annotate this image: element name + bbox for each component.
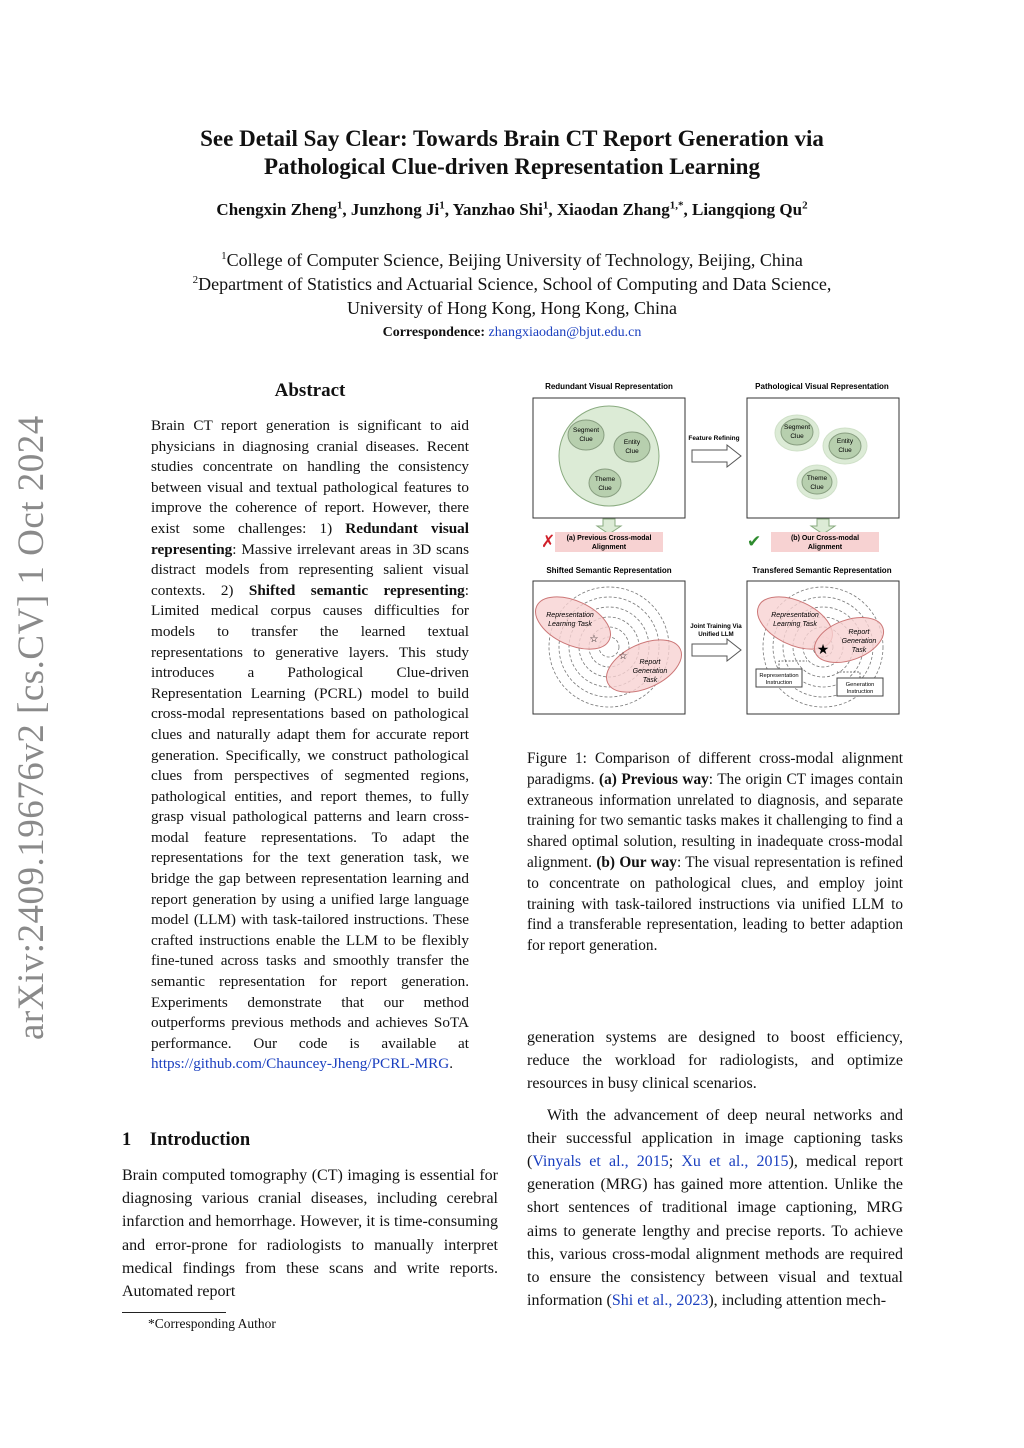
- figure-1: [527, 376, 907, 722]
- correspondence-email-link[interactable]: zhangxiaodan@bjut.edu.cn: [488, 325, 642, 340]
- svg-text:Representation: Representation: [771, 612, 819, 619]
- paragraph: generation systems are designed to boost efficiency, reduce the workload for radiologists, and optimize resources in busy clinical scenarios.: [527, 1029, 903, 1093]
- paper-title: [0, 125, 1024, 181]
- feature-refining-label: Feature Refining: [688, 435, 740, 442]
- cross-icon: ✗: [541, 532, 556, 551]
- svg-text:Instruction: Instruction: [765, 680, 793, 686]
- author-list: Chengxin Zheng$^1$, Junzhong Ji$^1$, Yanzhao Shi$^1$, Xiaodan Zhang$^{1,*}$, Liangqiong Qu$^2$: [216, 199, 808, 219]
- affiliation-2-cont: University of Hong Kong, Hong Kong, China: [347, 298, 677, 318]
- introduction-body: Brain computed tomography (CT) imaging is essential for diagnosing various cranial diseases, including cerebral infarction and hemorrhage. However, it is time-consuming and error-prone for radiologists to manually interpret medical findings from these scans and write reports. Automated report: [122, 1167, 498, 1301]
- svg-text:Representation: Representation: [759, 673, 799, 679]
- svg-text:Task: Task: [851, 647, 867, 654]
- svg-text:Segment: Segment: [572, 427, 600, 434]
- svg-text:Learning Task: Learning Task: [773, 621, 817, 628]
- optimum-star-rep: ☆: [589, 634, 599, 645]
- svg-text:Learning Task: Learning Task: [548, 621, 592, 628]
- affiliation-1: College of Computer Science, Beijing University of Technology, Beijing, China: [226, 250, 803, 270]
- abstract-heading: Abstract: [274, 380, 346, 401]
- svg-text:(a) Previous Cross-modal: (a) Previous Cross-modal: [566, 535, 652, 542]
- theme-clue-blob: [589, 469, 621, 497]
- svg-text:Generation: Generation: [632, 668, 668, 675]
- title-line-2: Pathological Clue-driven Representation Learning: [264, 154, 760, 179]
- author: Yanzhao Shi: [452, 200, 543, 219]
- author: Xiaodan Zhang: [556, 200, 670, 219]
- abstract-body: Brain CT report generation is significant to aid physicians in diagnosing cranial diseases. Recent studies concentrate on handling the consistency between visual and textual pathological features to improve the coherence of report. However, there exist some challenges: 1) Redundant visual representing: Massive irrelevant areas in 3D scans distract models from representing salient visual contexts. 2) Shifted semantic representing: Limited medical corpus causes difficulties for models to transfer the learned textual representations to generative layers. This study introduces a Pathological Clue-driven Representation Learning (PCRL) model to build cross-modal representations based on pathological clues and naturally adapt them for accurate report generation. Specifically, we construct pathological clues from perspectives of segmented regions, pathological entities, and report themes, to fully grasp visual pathological patterns and learn cross-modal feature representations. To adapt the representations for the text generation task, we bridge the gap between representation learning and report generation by using a unified large language model (LLM) with task-tailored instructions. These crafted instructions enable the LLM to be flexibly fine-tuned across tasks and smoothly transfer the semantic representation for report generation. Experiments demonstrate that our method outperforms previous methods and achieves SoTA performance. Our code is available at https://github.com/Chauncey-Jheng/PCRL-MRG.: [151, 417, 469, 1073]
- svg-text:Generation: Generation: [841, 638, 877, 645]
- affiliations: $^1$College of Computer Science, Beijing University of Technology, Beijing, China $^2$Department of Statistics and Actuarial Science, School of Computing and Data Science, University of Hong Kong, Hong Kong, China: [0, 248, 1024, 320]
- svg-text:Clue: Clue: [810, 484, 824, 491]
- segment-clue-refined: [781, 419, 813, 445]
- svg-text:Alignment: Alignment: [591, 544, 627, 551]
- svg-text:Report: Report: [639, 659, 661, 666]
- svg-text:Theme: Theme: [594, 476, 616, 483]
- section-heading-introduction: 1 Introduction: [122, 1130, 251, 1150]
- fig-title-redundant: Redundant Visual Representation: [545, 382, 673, 391]
- svg-text:Clue: Clue: [838, 447, 852, 454]
- entity-clue-refined: [829, 433, 861, 459]
- joint-training-label: Joint Training Via: [690, 623, 742, 630]
- svg-text:Clue: Clue: [598, 485, 612, 492]
- svg-text:(b) Our Cross-modal: (b) Our Cross-modal: [790, 535, 860, 542]
- check-icon: ✔: [747, 532, 762, 551]
- arxiv-identifier-stamp: arXiv:2409.19676v2 [cs.CV] 1 Oct 2024: [11, 415, 52, 1040]
- svg-text:Clue: Clue: [790, 433, 804, 440]
- fig-title-shifted: Shifted Semantic Representation: [546, 566, 672, 575]
- svg-text:Clue: Clue: [625, 448, 639, 455]
- affiliation-2: Department of Statistics and Actuarial Science, School of Computing and Data Science,: [198, 274, 832, 294]
- svg-text:Instruction: Instruction: [846, 689, 874, 695]
- svg-text:Representation: Representation: [546, 612, 594, 619]
- svg-text:Clue: Clue: [579, 436, 593, 443]
- citation-link[interactable]: Xu et al., 2015: [681, 1153, 789, 1171]
- svg-text:Entity: Entity: [623, 439, 641, 446]
- citation-link[interactable]: Shi et al., 2023: [611, 1292, 709, 1310]
- svg-text:Generation: Generation: [845, 682, 875, 688]
- fig-title-pathological: Pathological Visual Representation: [755, 382, 889, 391]
- entity-clue-blob: [614, 432, 650, 462]
- fig-title-transfered: Transfered Semantic Representation: [752, 566, 892, 575]
- svg-text:Theme: Theme: [806, 475, 828, 482]
- joint-training-arrow: [692, 639, 741, 661]
- footnote: *Corresponding Author: [148, 1316, 276, 1331]
- author: Junzhong Ji: [350, 200, 440, 219]
- shared-optimum-star: ★: [816, 641, 830, 657]
- paragraph: With the advancement of deep neural networks and their successful application in image captioning tasks (Vinyals et al., 2015; Xu et al., 2015), medical report generation (MRG) has gained more attention. Unlike the short sentences of traditional image captioning, MRG aims to generate lengthy and precise reports. To achieve this, various cross-modal alignment methods are required to ensure the consistency between visual and textual information (Shi et al., 2023), including attention mech-: [527, 1106, 904, 1310]
- correspondence: Correspondence: zhangxiaodan@bjut.edu.cn: [382, 325, 642, 340]
- code-repo-link[interactable]: https://github.com/Chauncey-Jheng/PCRL-MRG: [151, 1055, 450, 1073]
- segment-clue-blob: [568, 420, 604, 450]
- title-line-1: See Detail Say Clear: Towards Brain CT Report Generation via: [200, 126, 824, 151]
- feature-refining-arrow: [692, 445, 741, 467]
- svg-text:Alignment: Alignment: [807, 544, 843, 551]
- svg-text:Segment: Segment: [783, 424, 811, 431]
- right-column-body: [527, 1026, 903, 1312]
- citation-link[interactable]: Vinyals et al., 2015: [532, 1153, 669, 1171]
- author: Chengxin Zheng: [216, 200, 337, 219]
- svg-text:Task: Task: [642, 677, 658, 684]
- svg-text:Unified LLM: Unified LLM: [698, 631, 734, 638]
- svg-text:Entity: Entity: [836, 438, 854, 445]
- figure-1-caption: Figure 1: Comparison of different cross-modal alignment paradigms. (a) Previous way: The origin CT images contain extraneous information unrelated to diagnosis, and separate training for two semantic tasks makes it challenging to find a shared optimal solution, resulting in inadequate cross-modal alignment. (b) Our way: The visual representation is refined to concentrate on pathological clues, and employ joint training with task-tailored instructions via unified LLM to find a transferable representation, leading to better adaption for report generation.: [527, 750, 904, 955]
- optimum-star-report: ☆: [618, 651, 628, 662]
- svg-text:Report: Report: [848, 629, 870, 636]
- footnote-rule: [122, 1312, 226, 1313]
- author: Liangqiong Qu: [692, 200, 803, 219]
- panel-pathological-visual: [747, 398, 899, 518]
